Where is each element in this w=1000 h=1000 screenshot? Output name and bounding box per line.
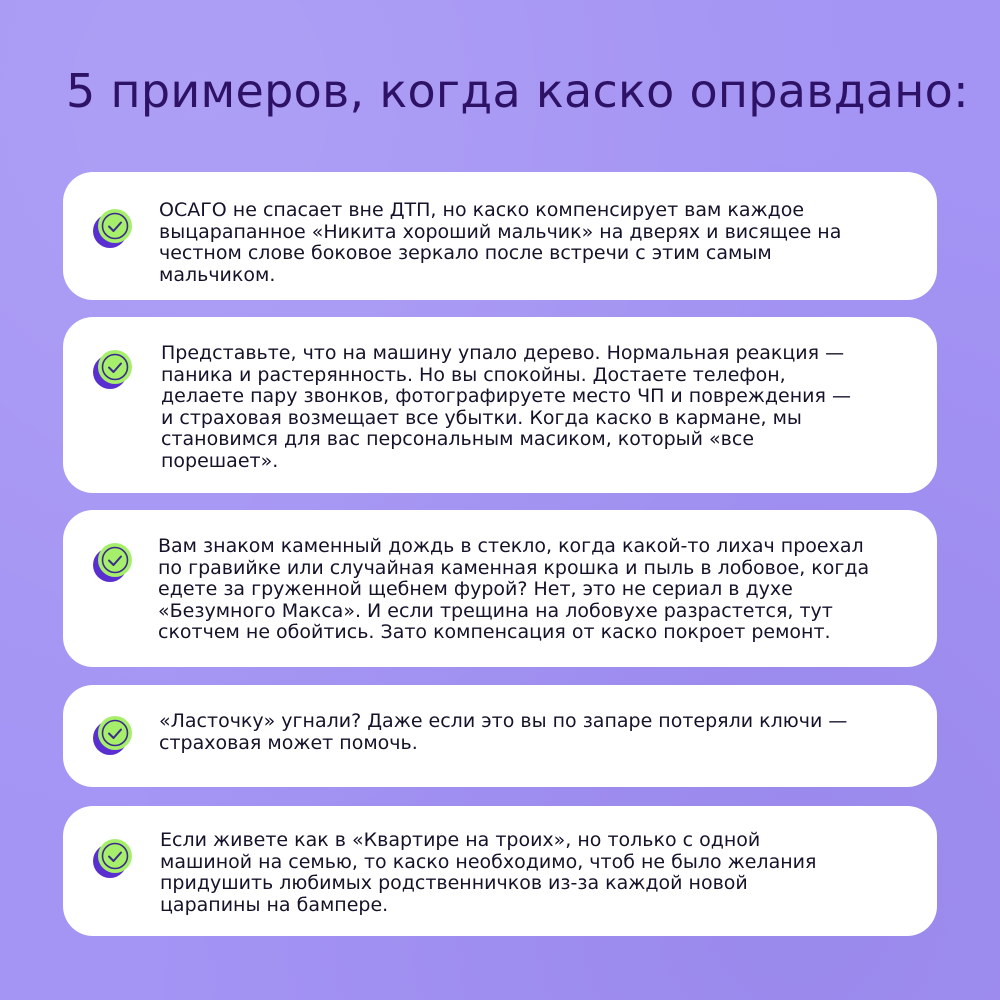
list-item: [63, 172, 937, 300]
check-circle-icon: [91, 836, 135, 880]
page-title: 5 примеров, когда каско оправдано:: [66, 64, 969, 118]
item-text: Если живете как в «Квартире на троих», но только с одной машиной на семью, то каско необходимо, чтоб не было желания придушить любимых родственничков из-за каждой новой царапины на бампере.: [160, 829, 817, 916]
check-circle-icon: [91, 347, 135, 391]
item-text: ОСАГО не спасает вне ДТП, но каско компенсирует вам каждое выцарапанное «Никита хороший мальчик» на дверях и висящее на честном слове боковое зеркало после встречи с этим самым мальчиком.: [159, 199, 842, 286]
list-item: [63, 806, 937, 936]
list-item: [63, 510, 937, 667]
check-circle-icon: [91, 713, 135, 757]
item-text: «Ласточку» угнали? Даже если это вы по запаре потеряли ключи — страховая может помочь.: [159, 710, 848, 754]
item-text: Представьте, что на машину упало дерево. Нормальная реакция — паника и растерянность. Но вы спокойны. Достаете телефон, делаете пару звонков, фотографируете место ЧП и повреждения — и страховая возмещает все убытки. Когда каско в кармане, мы становимся для вас персональным масиком, который «все порешает».: [161, 342, 851, 472]
check-circle-icon: [91, 540, 135, 584]
item-text: Вам знаком каменный дождь в стекло, когда какой-то лихач проехал по гравийке или случайная каменная крошка и пыль в лобовое, когда едете за груженной щебнем фурой? Нет, это не сериал в духе «Безумного Макса». И если трещина на лобовухе разрастется, тут скотчем не обойтись. Зато компенсация от каско покроет ремонт.: [158, 535, 870, 643]
list-item: [63, 685, 937, 787]
check-circle-icon: [91, 206, 135, 250]
list-item: [63, 317, 937, 493]
